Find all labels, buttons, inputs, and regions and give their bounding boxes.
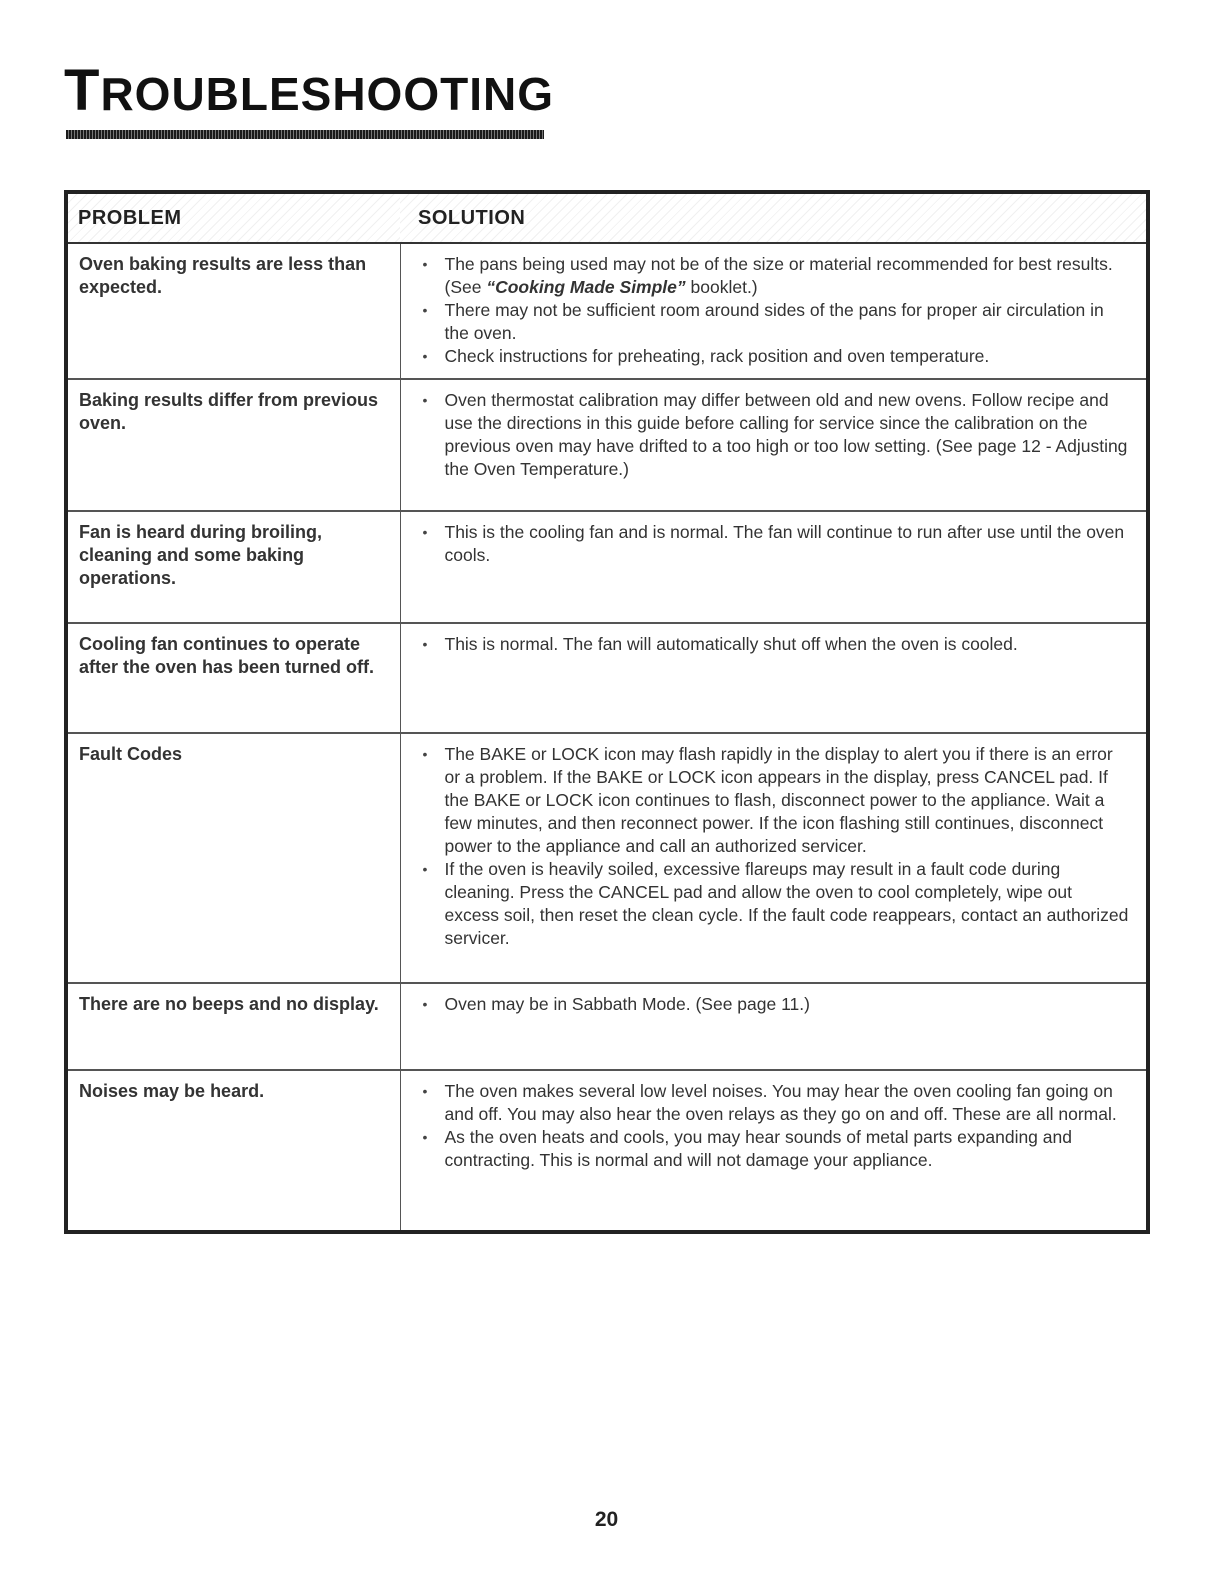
solution-list: [423, 633, 1131, 656]
solution-item: • The BAKE or LOCK icon may flash rapidly in the display to alert you if there is an error or a problem. If the BAKE or LOCK icon appears in the display, press CANCEL pad. If the BAKE or LOCK icon continues to flash, disconnect power to the appliance. Wait a few minutes, and then reconnect power. If the icon flashing still continues, disconnect power to the appliance and call an authorized servicer.: [423, 743, 1131, 858]
solution-text: The pans being used may not be of the size or material recommended for best results. (See: [444, 254, 1113, 297]
solution-item: • Oven may be in Sabbath Mode. (See page 11.): [423, 993, 1131, 1016]
booklet-title: “Cooking Made Simple”: [486, 277, 686, 297]
solution-item: • This is the cooling fan and is normal. The fan will continue to run after use until the oven cools.: [423, 521, 1131, 567]
solution-item: • Check instructions for preheating, rack position and oven temperature.: [423, 345, 1131, 368]
solution-cell: [400, 983, 1148, 1070]
table-row: [66, 733, 1148, 983]
solution-cell: [400, 1070, 1148, 1232]
solution-list: [423, 993, 1131, 1016]
solution-item: • As the oven heats and cools, you may hear sounds of metal parts expanding and contracting. This is normal and will not damage your appliance.: [423, 1126, 1131, 1172]
solution-item: [423, 253, 1131, 299]
solution-text: booklet.): [685, 277, 758, 297]
page-title: [64, 58, 554, 123]
table-row: [66, 983, 1148, 1070]
problem-cell: Baking results differ from previous oven.: [66, 379, 400, 511]
solution-item: • If the oven is heavily soiled, excessive flareups may result in a fault code during cleaning. Press the CANCEL pad and allow the oven to cool completely, wipe out excess soil, then reset the clean cycle. If the fault code reappears, contact an authorized servicer.: [423, 858, 1131, 950]
solution-cell: [400, 243, 1148, 379]
table-header-row: [66, 192, 1148, 243]
solution-item: • The oven makes several low level noises. You may hear the oven cooling fan going on and off. You may also hear the oven relays as they go on and off. These are all normal.: [423, 1080, 1131, 1126]
solution-column-header: SOLUTION: [400, 192, 1148, 243]
solution-cell: [400, 733, 1148, 983]
title-rest: ROUBLESHOOTING: [100, 68, 554, 120]
solution-item: • There may not be sufficient room around sides of the pans for proper air circulation in the oven.: [423, 299, 1131, 345]
solution-list: [423, 253, 1131, 368]
solution-item: • This is normal. The fan will automatically shut off when the oven is cooled.: [423, 633, 1131, 656]
problem-cell: Noises may be heard.: [66, 1070, 400, 1232]
table-row: [66, 1070, 1148, 1232]
solution-cell: [400, 511, 1148, 623]
solution-list: [423, 389, 1131, 481]
page-number: 20: [594, 1508, 619, 1531]
problem-cell: Cooling fan continues to operate after the oven has been turned off.: [66, 623, 400, 733]
solution-list: [423, 521, 1131, 567]
troubleshooting-table: [64, 190, 1150, 1234]
solution-list: [423, 1080, 1131, 1172]
table-row: [66, 243, 1148, 379]
problem-cell: Fan is heard during broiling, cleaning and some baking operations.: [66, 511, 400, 623]
solution-item: • Oven thermostat calibration may differ between old and new ovens. Follow recipe and use the directions in this guide before calling for service since the calibration on the previous oven may have drifted to a too high or too low setting. (See page 12 - Adjusting the Oven Temperature.): [423, 389, 1131, 481]
table-row: [66, 511, 1148, 623]
title-initial: T: [64, 58, 101, 123]
solution-cell: [400, 623, 1148, 733]
problem-cell: Fault Codes: [66, 733, 400, 983]
problem-cell: Oven baking results are less than expected.: [66, 243, 400, 379]
table-row: [66, 623, 1148, 733]
problem-column-header: PROBLEM: [66, 192, 400, 243]
title-underline: [66, 130, 544, 139]
solution-cell: [400, 379, 1148, 511]
problem-cell: There are no beeps and no display.: [66, 983, 400, 1070]
solution-list: [423, 743, 1131, 950]
table-row: [66, 379, 1148, 511]
